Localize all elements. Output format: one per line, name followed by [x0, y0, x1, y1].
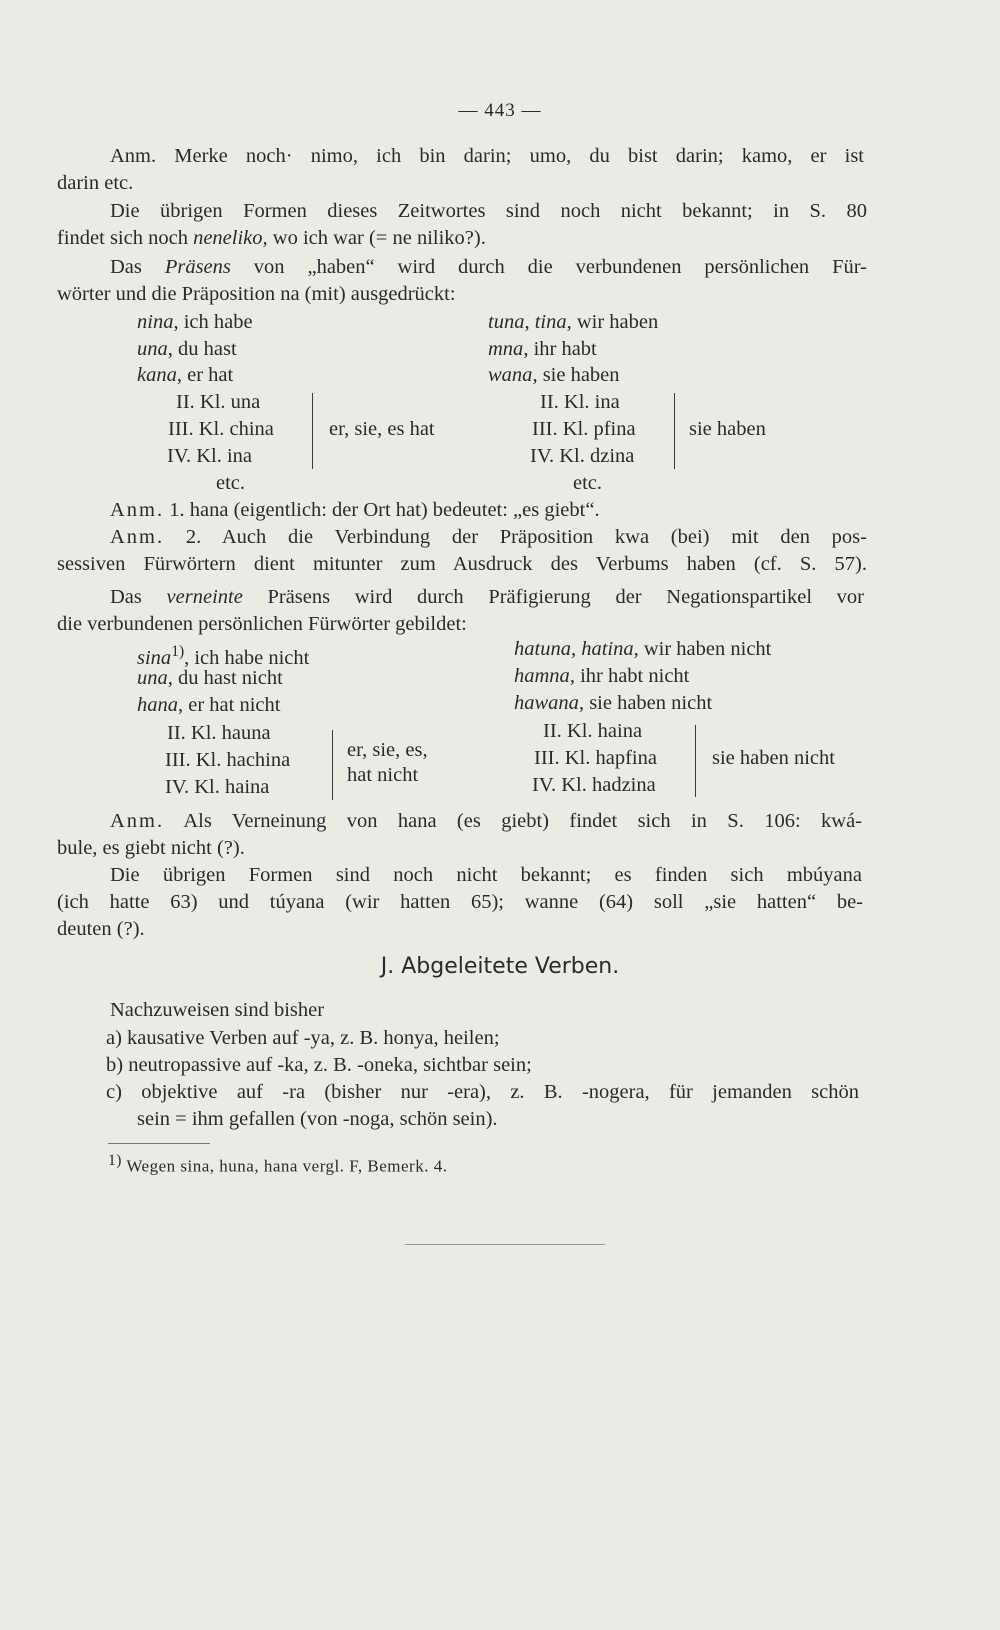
- class-form: III. Kl. hapfina: [534, 747, 657, 769]
- paradigm-entry: nina, ich habe: [137, 311, 253, 333]
- class-group-label: sie haben nicht: [712, 747, 835, 769]
- anm-3-line-2: bule, es giebt nicht (?).: [57, 837, 245, 859]
- class-form: II. Kl. una: [176, 391, 261, 413]
- list-item: c) objektive auf -ra (bisher nur -era), z. B. -nogera, für jemanden schön: [106, 1081, 859, 1103]
- list-item: b) neutropassive auf -ka, z. B. -oneka, sichtbar sein;: [106, 1054, 532, 1076]
- footnote: $^{1)}$ Wegen sina, huna, hana vergl. F, Bemerk. 4.: [108, 1152, 448, 1176]
- paragraph-line: deuten (?).: [57, 918, 145, 940]
- paragraph-line: (ich hatte 63) und túyana (wir hatten 65); wanne (64) soll „sie hatten“ be-: [57, 891, 863, 913]
- anm-merke-line-2: darin etc.: [57, 172, 134, 194]
- etc-right: etc.: [573, 472, 603, 494]
- anm-2-line-1: Anm. 2. Auch die Verbindung der Präposition kwa (bei) mit den pos-: [110, 526, 867, 548]
- brace: [332, 730, 333, 800]
- paragraph-line: Nachzuweisen sind bisher: [110, 999, 325, 1021]
- brace: [312, 393, 313, 469]
- paradigm-entry: hawana, sie haben nicht: [514, 692, 713, 714]
- anm-2-line-2: sessiven Fürwörtern dient mitunter zum Ausdruck des Verbums haben (cf. S. 57).: [57, 553, 867, 575]
- class-form: II. Kl. ina: [540, 391, 620, 413]
- anm-1: Anm. 1. hana (eigentlich: der Ort hat) bedeutet: „es giebt“.: [110, 499, 600, 521]
- paragraph-line: findet sich noch neneliko, wo ich war (= ne niliko?).: [57, 227, 486, 249]
- paradigm-entry: hana, er hat nicht: [137, 694, 281, 716]
- class-form: IV. Kl. ina: [167, 445, 253, 467]
- class-group-label: er, sie, es hat: [329, 418, 435, 440]
- class-group-label: er, sie, es,: [347, 739, 428, 761]
- paradigm-entry: una, du hast nicht: [137, 667, 283, 689]
- etc-left: etc.: [216, 472, 246, 494]
- brace: [695, 725, 696, 797]
- paragraph-line: Die übrigen Formen sind noch nicht bekannt; es finden sich mbúyana: [110, 864, 862, 886]
- class-form: III. Kl. hachina: [165, 749, 291, 771]
- paradigm-entry: hamna, ihr habt nicht: [514, 665, 690, 687]
- paradigm-entry: hatuna, hatina, wir haben nicht: [514, 638, 772, 660]
- list-item: a) kausative Verben auf -ya, z. B. honya, heilen;: [106, 1027, 500, 1049]
- class-group-label: sie haben: [689, 418, 766, 440]
- class-form: II. Kl. haina: [543, 720, 643, 742]
- paradigm-entry: kana, er hat: [137, 364, 234, 386]
- paragraph-line: die verbundenen persönlichen Fürwörter gebildet:: [57, 613, 467, 635]
- class-form: IV. Kl. haina: [165, 776, 270, 798]
- anm-3-line-1: Anm. Als Verneinung von hana (es giebt) findet sich in S. 106: kwá-: [110, 810, 862, 832]
- paradigm-entry: tuna, tina, wir haben: [488, 311, 659, 333]
- paragraph-line: Das verneinte Präsens wird durch Präfigierung der Negationspartikel vor: [110, 586, 864, 608]
- paragraph-line: Das Präsens von „haben“ wird durch die verbundenen persönlichen Für-: [110, 256, 867, 278]
- class-form: III. Kl. pfina: [532, 418, 636, 440]
- paragraph-line: wörter und die Präposition na (mit) ausgedrückt:: [57, 283, 456, 305]
- class-group-label: hat nicht: [347, 764, 419, 786]
- paradigm-entry: sina$^{1)}$, ich habe nicht: [137, 643, 310, 669]
- class-form: IV. Kl. dzina: [530, 445, 635, 467]
- paradigm-entry: mna, ihr habt: [488, 338, 597, 360]
- class-form: IV. Kl. hadzina: [532, 774, 656, 796]
- anm-merke-line-1: Anm. Merke noch· nimo, ich bin darin; umo, du bist darin; kamo, er ist: [110, 145, 864, 167]
- end-rule: [405, 1244, 605, 1245]
- brace: [674, 393, 675, 469]
- paragraph-line: Die übrigen Formen dieses Zeitwortes sind noch nicht bekannt; in S. 80: [110, 200, 867, 222]
- paradigm-entry: una, du hast: [137, 338, 237, 360]
- class-form: II. Kl. hauna: [167, 722, 271, 744]
- page-number: — 443 —: [458, 100, 542, 121]
- list-item-continuation: sein = ihm gefallen (von -noga, schön sein).: [137, 1108, 498, 1130]
- class-form: III. Kl. china: [168, 418, 274, 440]
- paradigm-entry: wana, sie haben: [488, 364, 620, 386]
- section-heading: J. Abgeleitete Verben.: [380, 954, 620, 979]
- footnote-rule: [108, 1143, 210, 1144]
